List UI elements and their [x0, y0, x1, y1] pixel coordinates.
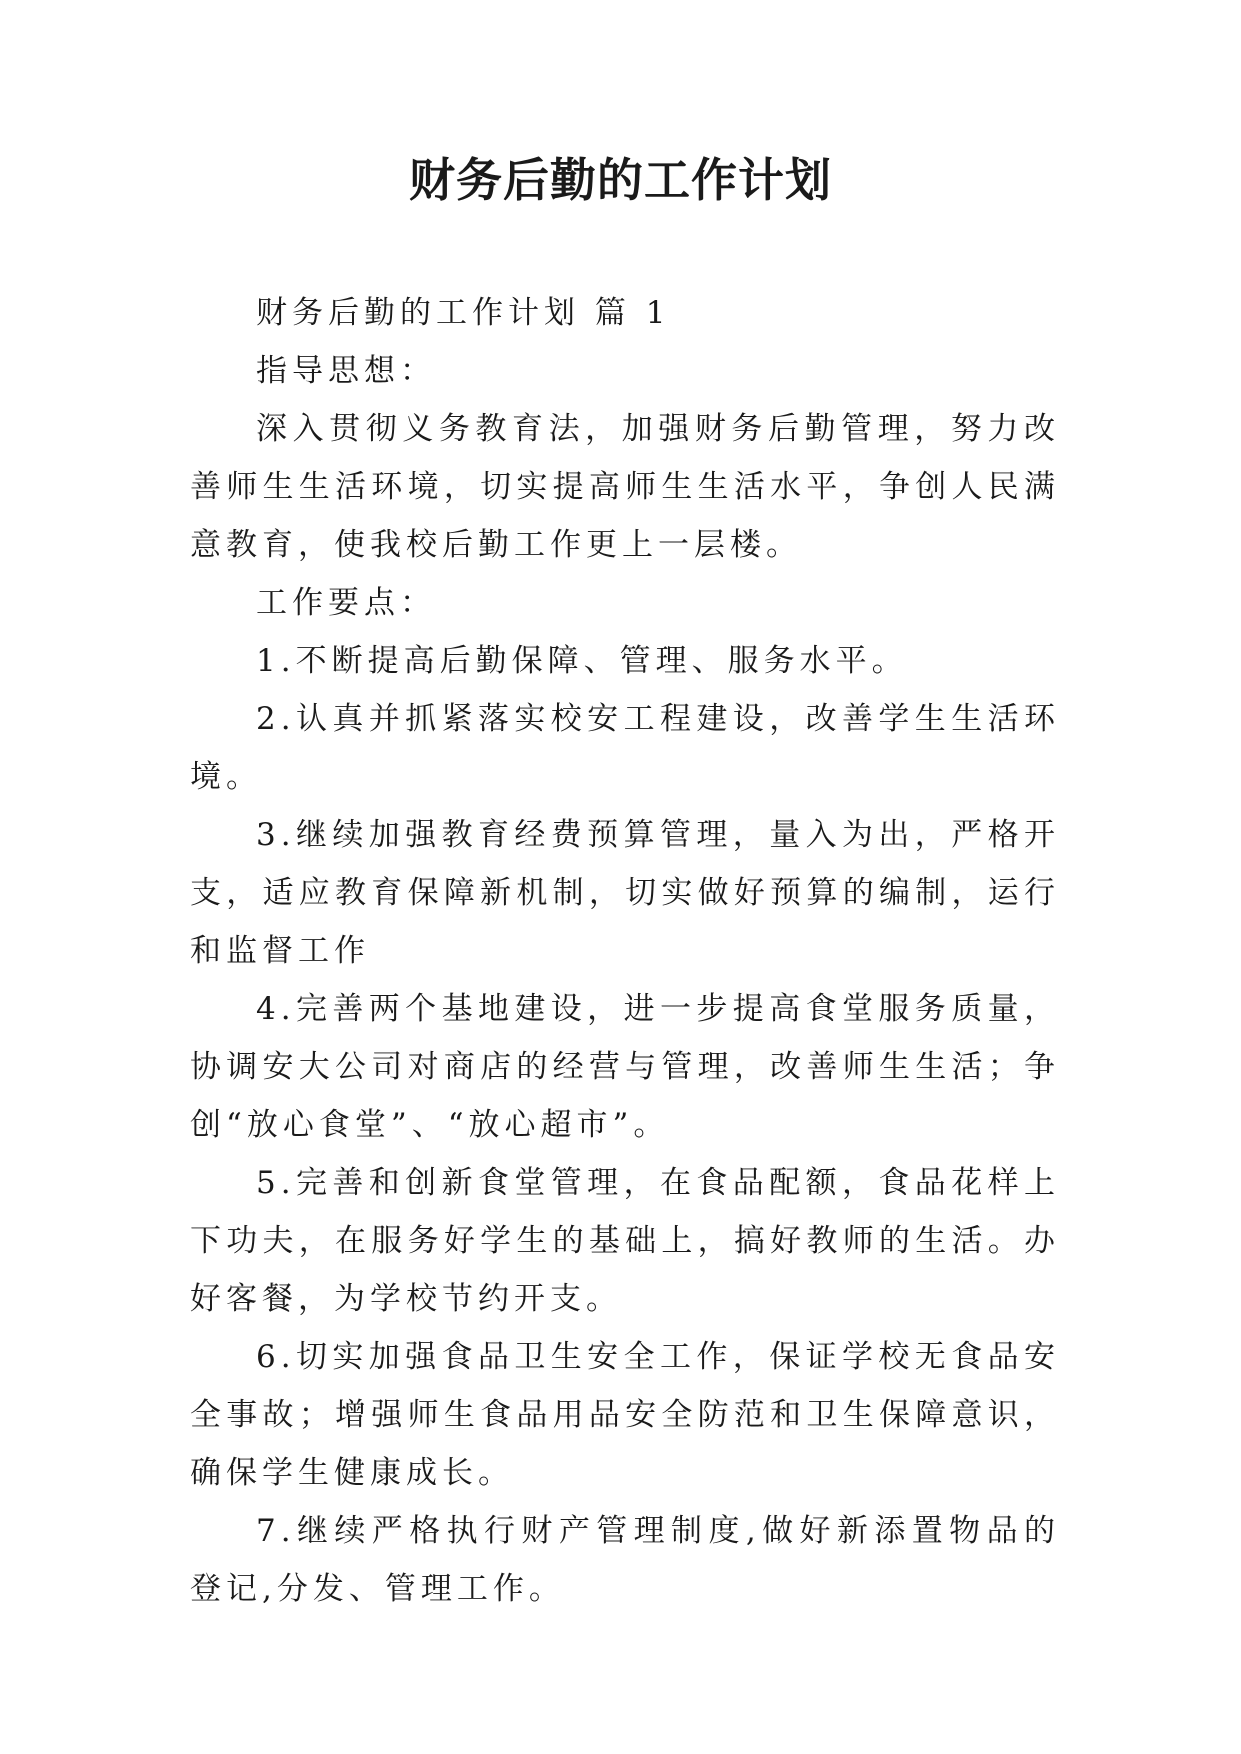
subheading-work-points: 工作要点： [256, 585, 436, 621]
paragraph-guiding-ideology: 深入贯彻义务教育法，加强财务后勤管理，努力改善师生生活环境，切实提高师生生活水平，争创人民满意教育，使我校后勤工作更上一层楼。 [190, 411, 1060, 563]
list-item-3: 3.继续加强教育经费预算管理，量入为出，严格开支，适应教育保障新机制，切实做好预算的编制，运行和监督工作 [190, 817, 1060, 969]
list-item-7: 7.继续严格执行财产管理制度,做好新添置物品的登记,分发、管理工作。 [190, 1513, 1060, 1607]
list-item-1: 1.不断提高后勤保障、管理、服务水平。 [256, 643, 908, 679]
section-heading: 财务后勤的工作计划 篇 1 [256, 295, 671, 331]
list-item-2: 2.认真并抓紧落实校安工程建设，改善学生生活环境。 [190, 701, 1060, 795]
document-title: 财务后勤的工作计划 [409, 153, 832, 207]
list-item-5: 5.完善和创新食堂管理，在食品配额，食品花样上下功夫，在服务好学生的基础上，搞好教师的生活。办好客餐，为学校节约开支。 [190, 1165, 1060, 1317]
subheading-guiding-ideology: 指导思想： [256, 353, 436, 389]
list-item-4: 4.完善两个基地建设，进一步提高食堂服务质量，协调安大公司对商店的经营与管理，改善师生生活；争创“放心食堂”、“放心超市”。 [190, 991, 1060, 1143]
document-body [190, 284, 1060, 1618]
list-item-6: 6.切实加强食品卫生安全工作，保证学校无食品安全事故；增强师生食品用品安全防范和卫生保障意识，确保学生健康成长。 [190, 1339, 1060, 1491]
